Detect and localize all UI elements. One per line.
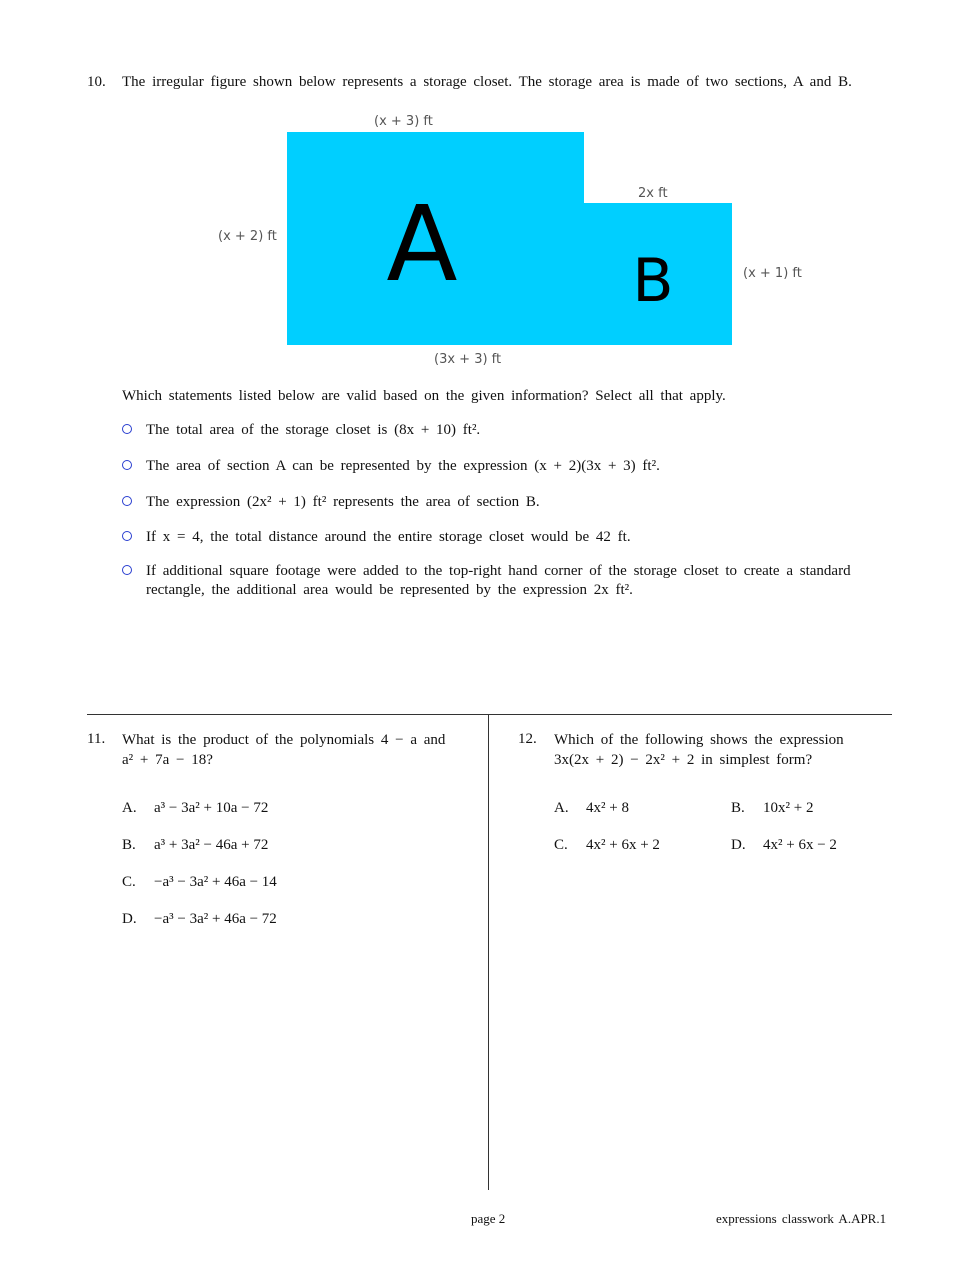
q11-choice-c[interactable]	[122, 874, 277, 891]
q12-choice-c[interactable]	[554, 837, 660, 854]
choice-value: 4x² + 6x − 2	[763, 837, 837, 853]
storage-closet-figure	[200, 105, 820, 375]
dim-top-label: (x + 3) ft	[374, 114, 433, 129]
option-2-text: The area of section A can be represented by the expression (x + 2)(3x + 3) ft².	[146, 458, 660, 474]
checkbox-circle-icon[interactable]	[122, 565, 132, 575]
option-4-text: If x = 4, the total distance around the entire storage closet would be 42 ft.	[146, 529, 631, 545]
question-10-text: The irregular figure shown below represents a storage closet. The storage area is made of two sections, A and B.	[122, 74, 852, 90]
choice-label: C.	[554, 837, 568, 853]
choice-value: −a³ − 3a² + 46a − 14	[154, 874, 277, 890]
section-b-label: B	[632, 246, 674, 316]
dim-bottom-label: (3x + 3) ft	[434, 352, 502, 367]
choice-value: 4x² + 6x + 2	[586, 837, 660, 853]
checkbox-circle-icon[interactable]	[122, 460, 132, 470]
q11-choice-a[interactable]	[122, 800, 268, 817]
choice-label: B.	[122, 837, 136, 853]
checkbox-circle-icon[interactable]	[122, 531, 132, 541]
footer-title: expressions classwork A.APR.1	[716, 1211, 887, 1226]
option-5-text: If additional square footage were added to the top-right hand corner of the storage closet to create a standard rectangle, the additional area would be represented by the expression 2x ft².	[146, 563, 851, 598]
choice-label: C.	[122, 874, 136, 890]
choice-value: a³ + 3a² − 46a + 72	[154, 837, 269, 853]
choice-value: −a³ − 3a² + 46a − 72	[154, 911, 277, 927]
page-number: page 2	[471, 1211, 506, 1226]
question-11-number: 11.	[87, 731, 106, 747]
choice-label: D.	[122, 911, 137, 927]
q12-choice-d[interactable]	[731, 837, 837, 854]
question-12-number: 12.	[518, 731, 537, 747]
q12-choice-a[interactable]	[554, 800, 629, 817]
dim-step-label: 2x ft	[638, 186, 668, 201]
q11-choice-b[interactable]	[122, 837, 268, 854]
question-10-prompt: Which statements listed below are valid based on the given information? Select all that apply.	[122, 388, 726, 404]
choice-label: A.	[122, 800, 137, 816]
q11-choice-d[interactable]	[122, 911, 277, 928]
option-3-text: The expression (2x² + 1) ft² represents the area of section B.	[146, 494, 540, 510]
checkbox-circle-icon[interactable]	[122, 496, 132, 506]
dim-right-label: (x + 1) ft	[743, 266, 802, 281]
choice-label: D.	[731, 837, 746, 853]
question-12-text: Which of the following shows the expression 3x(2x + 2) − 2x² + 2 in simplest form?	[554, 732, 844, 768]
vertical-divider	[488, 714, 489, 1190]
choice-value: 10x² + 2	[763, 800, 814, 816]
section-a-label: A	[386, 183, 458, 305]
question-10-number: 10.	[87, 74, 106, 90]
q12-choice-b[interactable]	[731, 800, 813, 817]
dim-left-label: (x + 2) ft	[218, 229, 277, 244]
option-1-text: The total area of the storage closet is (8x + 10) ft².	[146, 422, 481, 438]
checkbox-circle-icon[interactable]	[122, 424, 132, 434]
horizontal-divider	[87, 714, 892, 715]
choice-label: A.	[554, 800, 569, 816]
question-11-text: What is the product of the polynomials 4 − a and a² + 7a − 18?	[122, 732, 446, 768]
choice-value: a³ − 3a² + 10a − 72	[154, 800, 269, 816]
choice-label: B.	[731, 800, 745, 816]
choice-value: 4x² + 8	[586, 800, 629, 816]
